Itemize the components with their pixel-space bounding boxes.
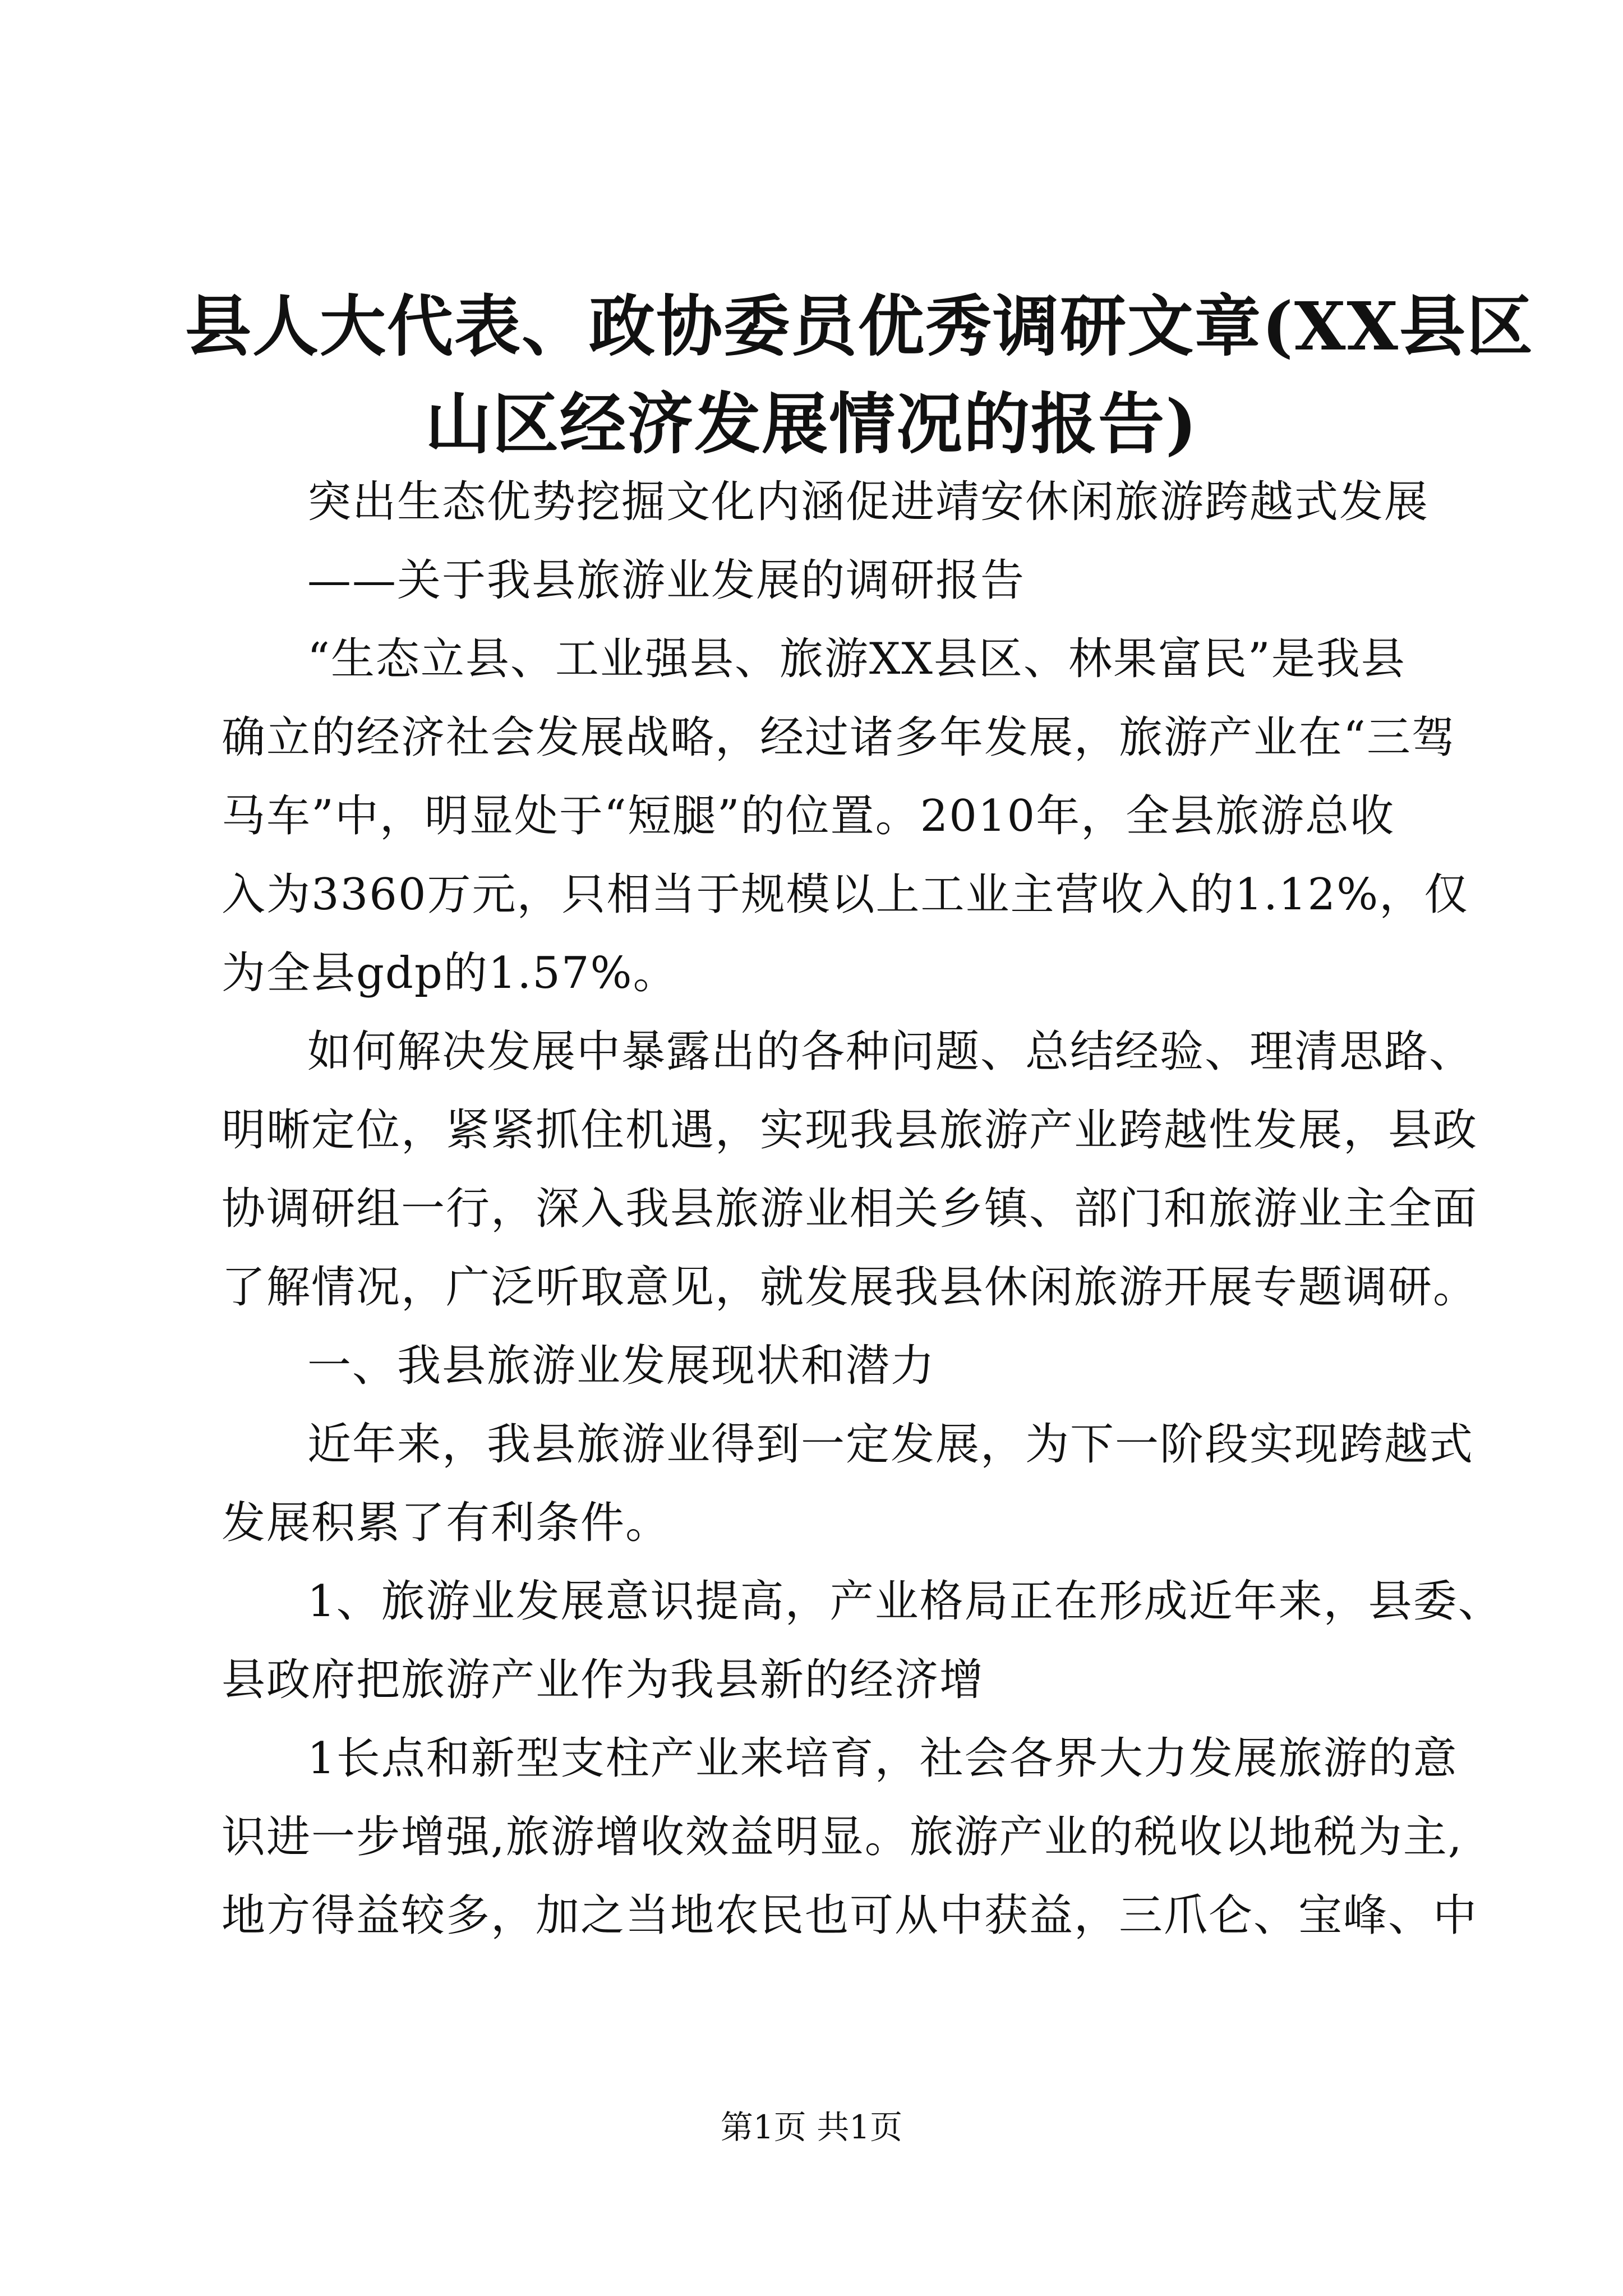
document-title	[185, 278, 1534, 473]
paragraph-line: 地方得益较多，加之当地农民也可从中获益，三爪仑、宝峰、中	[222, 1890, 1478, 1941]
paragraph-line: 明晰定位，紧紧抓住机遇，实现我县旅游产业跨越性发展，县政	[222, 1105, 1478, 1156]
section-heading: 一、我县旅游业发展现状和潜力	[307, 1341, 936, 1391]
paragraph-line: 识进一步增强,旅游增收效益明显。旅游产业的税收以地税为主,	[222, 1812, 1463, 1862]
paragraph-line: 近年来，我县旅游业得到一定发展，为下一阶段实现跨越式	[307, 1419, 1474, 1470]
title-line-2: 山区经济发展情况的报告)	[425, 385, 1198, 463]
paragraph-line: 如何解决发展中暴露出的各种问题、总结经验、理清思路、	[307, 1027, 1474, 1077]
paragraph-line: 县政府把旅游产业作为我县新的经济增	[222, 1655, 985, 1705]
paragraph-line: 了解情况，广泛听取意见，就发展我县休闲旅游开展专题调研。	[222, 1262, 1478, 1313]
paragraph-line: “生态立县、工业强县、旅游XX县区、林果富民”是我县	[307, 634, 1406, 684]
title-line-1: 县人大代表、政协委员优秀调研文章(XX县区	[185, 287, 1534, 365]
subtitle-subline: ——关于我县旅游业发展的调研报告	[307, 555, 1026, 606]
paragraph-line: 确立的经济社会发展战略，经过诸多年发展，旅游产业在“三驾	[222, 712, 1456, 763]
paragraph-line: 马车”中，明显处于“短腿”的位置。2010年，全县旅游总收	[222, 791, 1395, 841]
paragraph-line: 协调研组一行，深入我县旅游业相关乡镇、部门和旅游业主全面	[222, 1184, 1478, 1234]
paragraph-line: 1、旅游业发展意识提高，产业格局正在形成近年来，县委、	[307, 1576, 1503, 1627]
paragraph-line: 入为3360万元，只相当于规模以上工业主营收入的1.12%，仅	[222, 869, 1469, 920]
page-footer: 第1页 共1页	[720, 2108, 903, 2146]
paragraph-line: 1长点和新型支柱产业来培育，社会各界大力发展旅游的意	[307, 1733, 1458, 1784]
paragraph-line: 发展积累了有利条件。	[222, 1498, 671, 1548]
subtitle-line: 突出生态优势挖掘文化内涵促进靖安休闲旅游跨越式发展	[307, 477, 1430, 527]
paragraph-line: 为全县gdp的1.57%。	[222, 948, 678, 999]
